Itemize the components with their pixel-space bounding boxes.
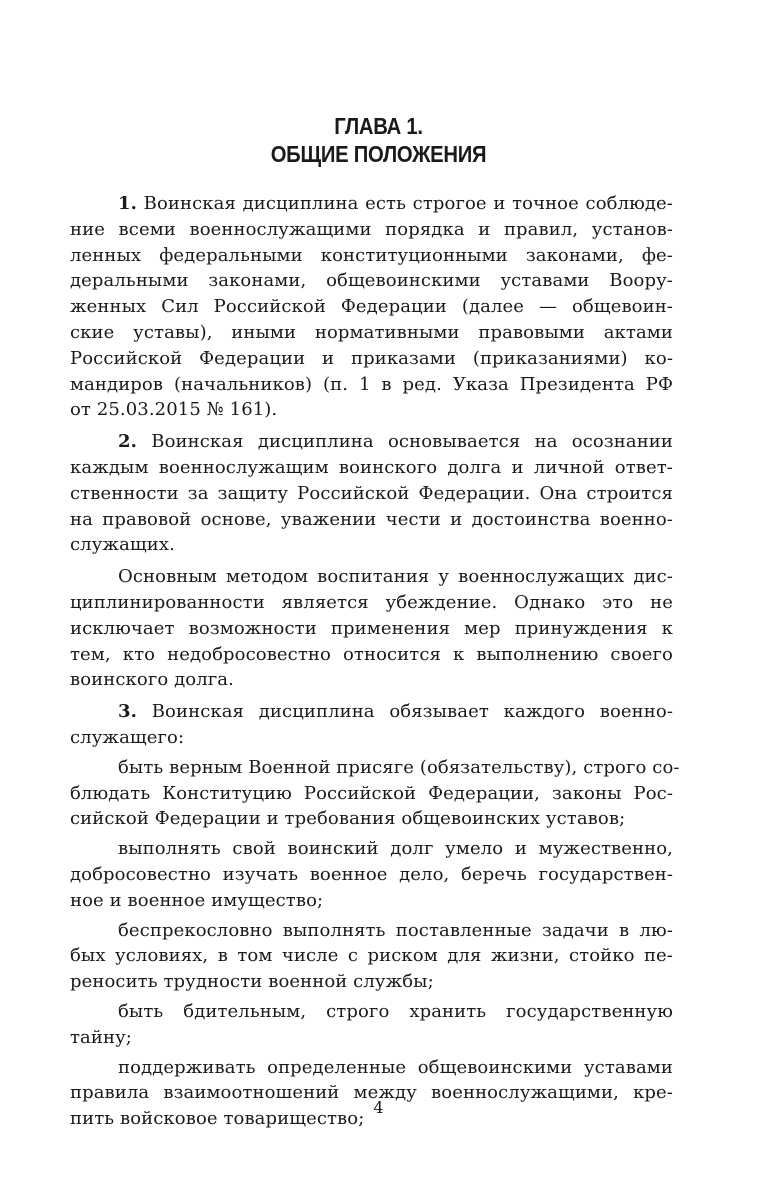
duty-item — [70, 999, 673, 1051]
chapter-title: ОБЩИЕ ПОЛОЖЕНИЯ — [270, 141, 487, 167]
text-line: правила взаимоотношений между военнослужащими, кре- — [70, 1082, 673, 1104]
text-line: блюдать Конституцию Российской Федерации, законы Рос- — [70, 782, 673, 804]
text-line: беспрекословно выполнять поставленные задачи в лю- — [118, 919, 673, 941]
text-line: служащих. — [70, 534, 175, 556]
text-line: деральными законами, общевоинскими уставами Воору- — [70, 270, 673, 292]
text-line: пить войсковое товарищество; — [70, 1108, 365, 1130]
text-line: ские уставы), иными нормативными правовыми актами — [70, 321, 673, 343]
text-line: ние всеми военнослужащими порядка и правил, установ- — [70, 218, 673, 240]
text-line: служащего: — [70, 726, 185, 748]
text-line: выполнять свой воинский долг умело и мужественно, — [118, 838, 673, 860]
duty-item — [70, 1055, 673, 1132]
paragraph-1 — [70, 191, 673, 423]
paragraph-2 — [70, 429, 673, 558]
text-line: бых условиях, в том числе с риском для жизни, стойко пе- — [70, 945, 673, 967]
text-line: воинского долга. — [70, 669, 234, 691]
text-line: сийской Федерации и требования общевоинских уставов; — [70, 808, 626, 830]
text-line: 2. Воинская дисциплина основывается на осознании — [118, 431, 673, 453]
duty-item — [70, 918, 673, 995]
text-line: Основным методом воспитания у военнослужащих дис- — [118, 566, 673, 588]
text-line: женных Сил Российской Федерации (далее — общевоин- — [70, 296, 673, 318]
text-line: реносить трудности военной службы; — [70, 971, 434, 993]
paragraph-number: 3. — [118, 701, 137, 723]
paragraph-number: 1. — [118, 193, 137, 214]
duty-item — [70, 836, 673, 913]
text-line: от 25.03.2015 № 161). — [70, 399, 278, 421]
chapter-label: ГЛАВА 1. — [334, 113, 423, 139]
body-text — [70, 191, 680, 1136]
text-line: ное и военное имущество; — [70, 889, 324, 911]
text-line: 1. Воинская дисциплина есть строгое и точное соблюде- — [118, 193, 673, 214]
duty-item — [70, 755, 680, 832]
text-line: ственности за защиту Российской Федерации. Она строится — [70, 482, 673, 504]
text-line: поддерживать определенные общевоинскими уставами — [118, 1056, 673, 1078]
text-line: тем, кто недобросовестно относится к выполнению своего — [70, 643, 673, 665]
text-line: тайну; — [70, 1026, 132, 1048]
text-line: ленных федеральными конституционными законами, фе- — [70, 244, 673, 266]
text-line: Российской Федерации и приказами (приказаниями) ко- — [70, 347, 673, 369]
text-line: циплинированности является убеждение. Однако это не — [70, 591, 673, 613]
chapter-heading — [45, 112, 711, 168]
page-number: 4 — [373, 1098, 384, 1117]
text-line: исключает возможности применения мер принуждения к — [70, 617, 673, 639]
text-line: добросовестно изучать военное дело, беречь государствен- — [70, 863, 673, 885]
text-line: быть верным Военной присяге (обязательству), строго со- — [118, 756, 680, 778]
paragraph-2-continued — [70, 564, 673, 693]
paragraph-3 — [70, 699, 673, 751]
text-line: быть бдительным, строго хранить государственную — [118, 1000, 673, 1022]
text-line: на правовой основе, уважении чести и достоинства военно- — [70, 508, 673, 530]
text-line: мандиров (начальников) (п. 1 в ред. Указа Президента РФ — [70, 373, 673, 395]
text-line: каждым военнослужащим воинского долга и личной ответ- — [70, 456, 673, 478]
paragraph-number: 2. — [118, 431, 137, 453]
text-line: 3. Воинская дисциплина обязывает каждого военно- — [118, 701, 673, 723]
